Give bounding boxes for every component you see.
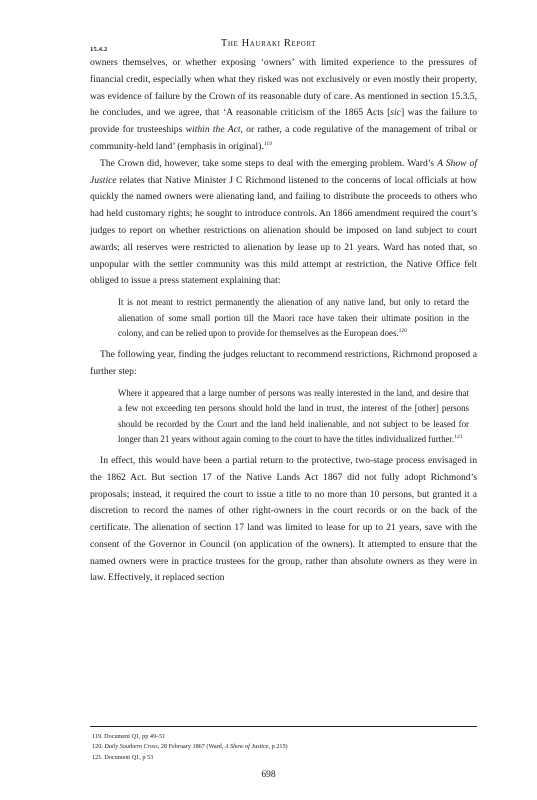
page-number: 698 (261, 770, 276, 780)
footnote-119: 119. Document Q1, pp 49–51 (92, 733, 166, 740)
body-text (90, 55, 477, 587)
paragraph-1: owners themselves, or whether exposing ‘owners’ with limited experience to the pressures of financial credit, especially when what they risked was not exclusively or even mostly their property, was evidence of failure by the Crown of its reasonable duty of care. As mentioned in section 15.3.5, he concludes, and we agree, that ‘A reasonable criticism of the 1865 Acts [sic] was the failure to provide for trusteeships within the Act, or rather, a code regulative of the management of tribal or community-held land’ (emphasis in original).$^{119}$ (90, 57, 477, 152)
footnote-ref-120[interactable]: 120 (398, 328, 407, 335)
footnote-ref-119[interactable]: 119 (263, 140, 272, 147)
paragraph-2: The Crown did, however, take some steps to deal with the emerging problem. Ward’s A Show of Justice relates that Native Minister J C Richmond listened to the concerns of local officials at how quickly the named owners were alienating land, and failing to distribute the proceeds to others who had held customary rights; he sought to introduce controls. An 1866 amendment required the court’s judges to report on whether restrictions on alienation should be imposed on land subject to court awards; all reserves were restricted to alienation by lease up to 21 years. Ward has noted that, so unpopular with the settler community was this mild attempt at restriction, the Native Office felt obliged to issue a press statement explaining that: (90, 157, 477, 287)
emphasis-italic: within the Act (185, 124, 241, 136)
block-quote-2: Where it appeared that a large number of persons was really interested in the land, and desire that a few not exceeding ten persons should hold the land in trust, the interest of the [other] persons should be recorded by the Court and the land held inalienable, and not subject to be leased for longer than 21 years without again coming to the court to have the titles individualized further.$^{121}$ (118, 387, 469, 445)
block-quote-1: It is not meant to restrict permanently the alienation of any native land, but only to retard the alienation of some small portion till the Maori race have taken their ultimate position in the colony, and can be relied upon to provide for themselves as the European does.$^{120}$ (118, 297, 469, 339)
header-article: The (220, 38, 239, 49)
running-header (0, 38, 537, 49)
footnote-ref-121[interactable]: 121 (454, 434, 463, 441)
sic-italic: sic (390, 107, 401, 119)
paragraph-4: In effect, this would have been a partial return to the protective, two-stage process envisaged in the 1862 Act. But section 17 of the Native Lands Act 1867 did not fully adopt Richmond’s proposals; instead, it required the court to issue a title to no more than 10 persons, but granted it a discretion to record the names of other right-owners in the court records or on the back of the certificate. The alienation of section 17 land was limited to lease for up to 21 years, save with the consent of the Governor in Council (on application of the owners). It attempted to ensure that the named owners were in practice trustees for the group, rather than absolute owners as they were in law. Effectively, it replaced section (90, 454, 477, 584)
footnote-divider (90, 726, 477, 727)
paragraph-3: The following year, finding the judges reluctant to recommend restrictions, Richmond proposed a further step: (90, 348, 477, 377)
footnotes (92, 732, 477, 763)
book-title-italic: A Show of Justice (90, 157, 477, 186)
footnote-120: 120. Daily Southern Cross, 28 February 1867 (Ward, A Show of Justice, p 215) (92, 743, 288, 751)
footnote-121: 121. Document Q1, p 53 (92, 753, 154, 761)
header-title: Hauraki Report (241, 38, 317, 49)
section-number: 15.4.2 (90, 46, 108, 53)
